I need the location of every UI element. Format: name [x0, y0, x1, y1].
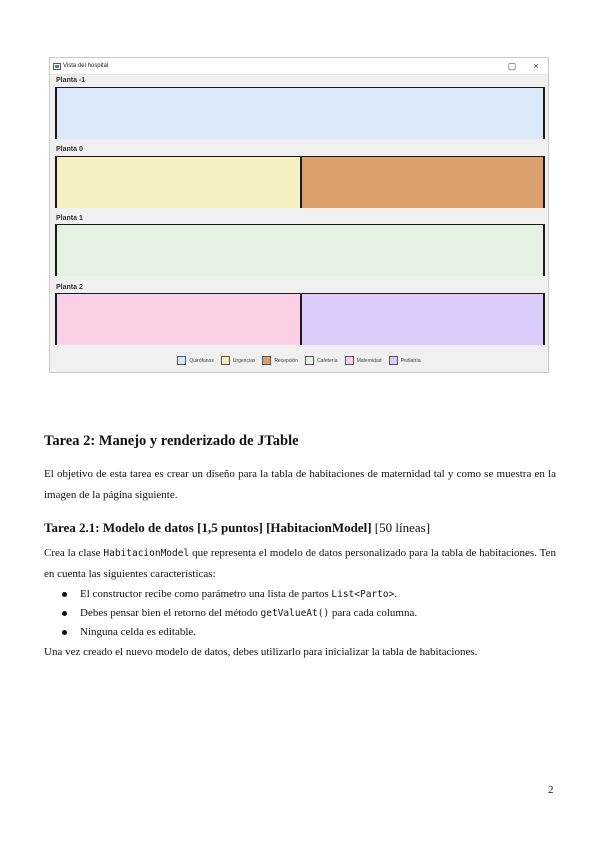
list-parto-code: List<Parto> [331, 589, 395, 600]
legend-label-pediatria: Pediatría [400, 357, 421, 364]
floor-label-0: Planta 0 [56, 146, 83, 153]
room-urgencias[interactable] [57, 157, 300, 208]
java-app-icon [53, 63, 61, 70]
task2-section [44, 433, 556, 450]
task2-intro: El objetivo de esta tarea es crear un diseño para la tabla de habitaciones de maternidad tal y como se muestra en la imagen de la página siguiente. [44, 468, 556, 501]
floor-2-panel [55, 293, 545, 345]
window-title: Vista del hospital [63, 63, 109, 69]
legend-swatch-recepcion [262, 356, 271, 365]
task21-body [44, 543, 556, 663]
legend-item-maternidad [345, 356, 382, 365]
floor-label-1: Planta 1 [56, 215, 83, 222]
task21-bullet-list [44, 585, 556, 642]
closing-paragraph: Una vez creado el nuevo modelo de datos, debes utilizarlo para inicializar la tabla de habitaciones. [44, 646, 478, 658]
legend-swatch-pediatria [389, 356, 398, 365]
room-pediatria[interactable] [300, 294, 543, 345]
legend-label-urgencias: Urgencias [232, 357, 256, 364]
legend-swatch-quirofanos [177, 356, 186, 365]
room-recepcion[interactable] [300, 157, 543, 208]
task21-intro-before: Crea la clase [44, 547, 104, 559]
bullet-constructor [44, 585, 556, 604]
task21-heading-lines: [50 líneas] [371, 520, 431, 535]
floor-0-panel [55, 156, 545, 208]
task21-section [44, 520, 556, 536]
legend-swatch-urgencias [221, 356, 230, 365]
legend-item-urgencias [221, 356, 256, 365]
window-titlebar[interactable] [50, 58, 548, 75]
legend-swatch-cafeteria [305, 356, 314, 365]
legend-swatch-maternidad [345, 356, 354, 365]
legend-item-pediatria [389, 356, 421, 365]
bullet2-after: para cada columna. [329, 607, 418, 619]
floor-1-panel [55, 224, 545, 276]
legend-label-cafeteria: Cafetería [317, 357, 338, 364]
task2-intro-block [44, 464, 556, 506]
legend-item-cafeteria [305, 356, 338, 365]
bullet1-before: El constructor recibe como parámetro una lista de partos [80, 588, 332, 600]
maximize-icon[interactable]: ▢ [507, 61, 517, 71]
floor-minus1-panel [55, 87, 545, 139]
bullet-no-editable: Ninguna celda es editable. [44, 623, 556, 642]
close-icon[interactable]: × [533, 61, 539, 71]
bullet1-after: . [394, 588, 398, 600]
hospital-window [49, 57, 549, 373]
room-legend [50, 356, 548, 365]
floor-label-2: Planta 2 [56, 284, 83, 291]
task21-heading-main: Tarea 2.1: Modelo de datos [1,5 puntos] [HabitacionModel] [44, 520, 372, 535]
task21-heading [44, 520, 556, 536]
task2-heading: Tarea 2: Manejo y renderizado de JTable [44, 433, 299, 449]
room-cafeteria[interactable] [57, 225, 543, 276]
legend-item-quirofanos [177, 356, 213, 365]
bullet2-before: Debes pensar bien el retorno del método [80, 607, 261, 619]
floor-label-minus1: Planta -1 [56, 77, 86, 84]
task21-intro-after: que representa el modelo de datos personalizado para la tabla de habitaciones. Ten en cuenta las siguientes características: [44, 547, 556, 580]
task21-intro [44, 543, 556, 585]
bullet-getvalueat [44, 604, 556, 623]
legend-item-recepcion [262, 356, 298, 365]
room-maternidad[interactable] [57, 294, 300, 345]
room-quirofanos[interactable] [57, 88, 543, 139]
page-number: 2 [548, 784, 554, 796]
getvalueat-code: getValueAt() [260, 608, 330, 619]
habitacion-model-code: HabitacionModel [103, 548, 190, 559]
legend-label-quirofanos: Quirófanos [189, 357, 214, 364]
legend-label-recepcion: Recepción [274, 357, 298, 364]
legend-label-maternidad: Maternidad [356, 357, 382, 364]
